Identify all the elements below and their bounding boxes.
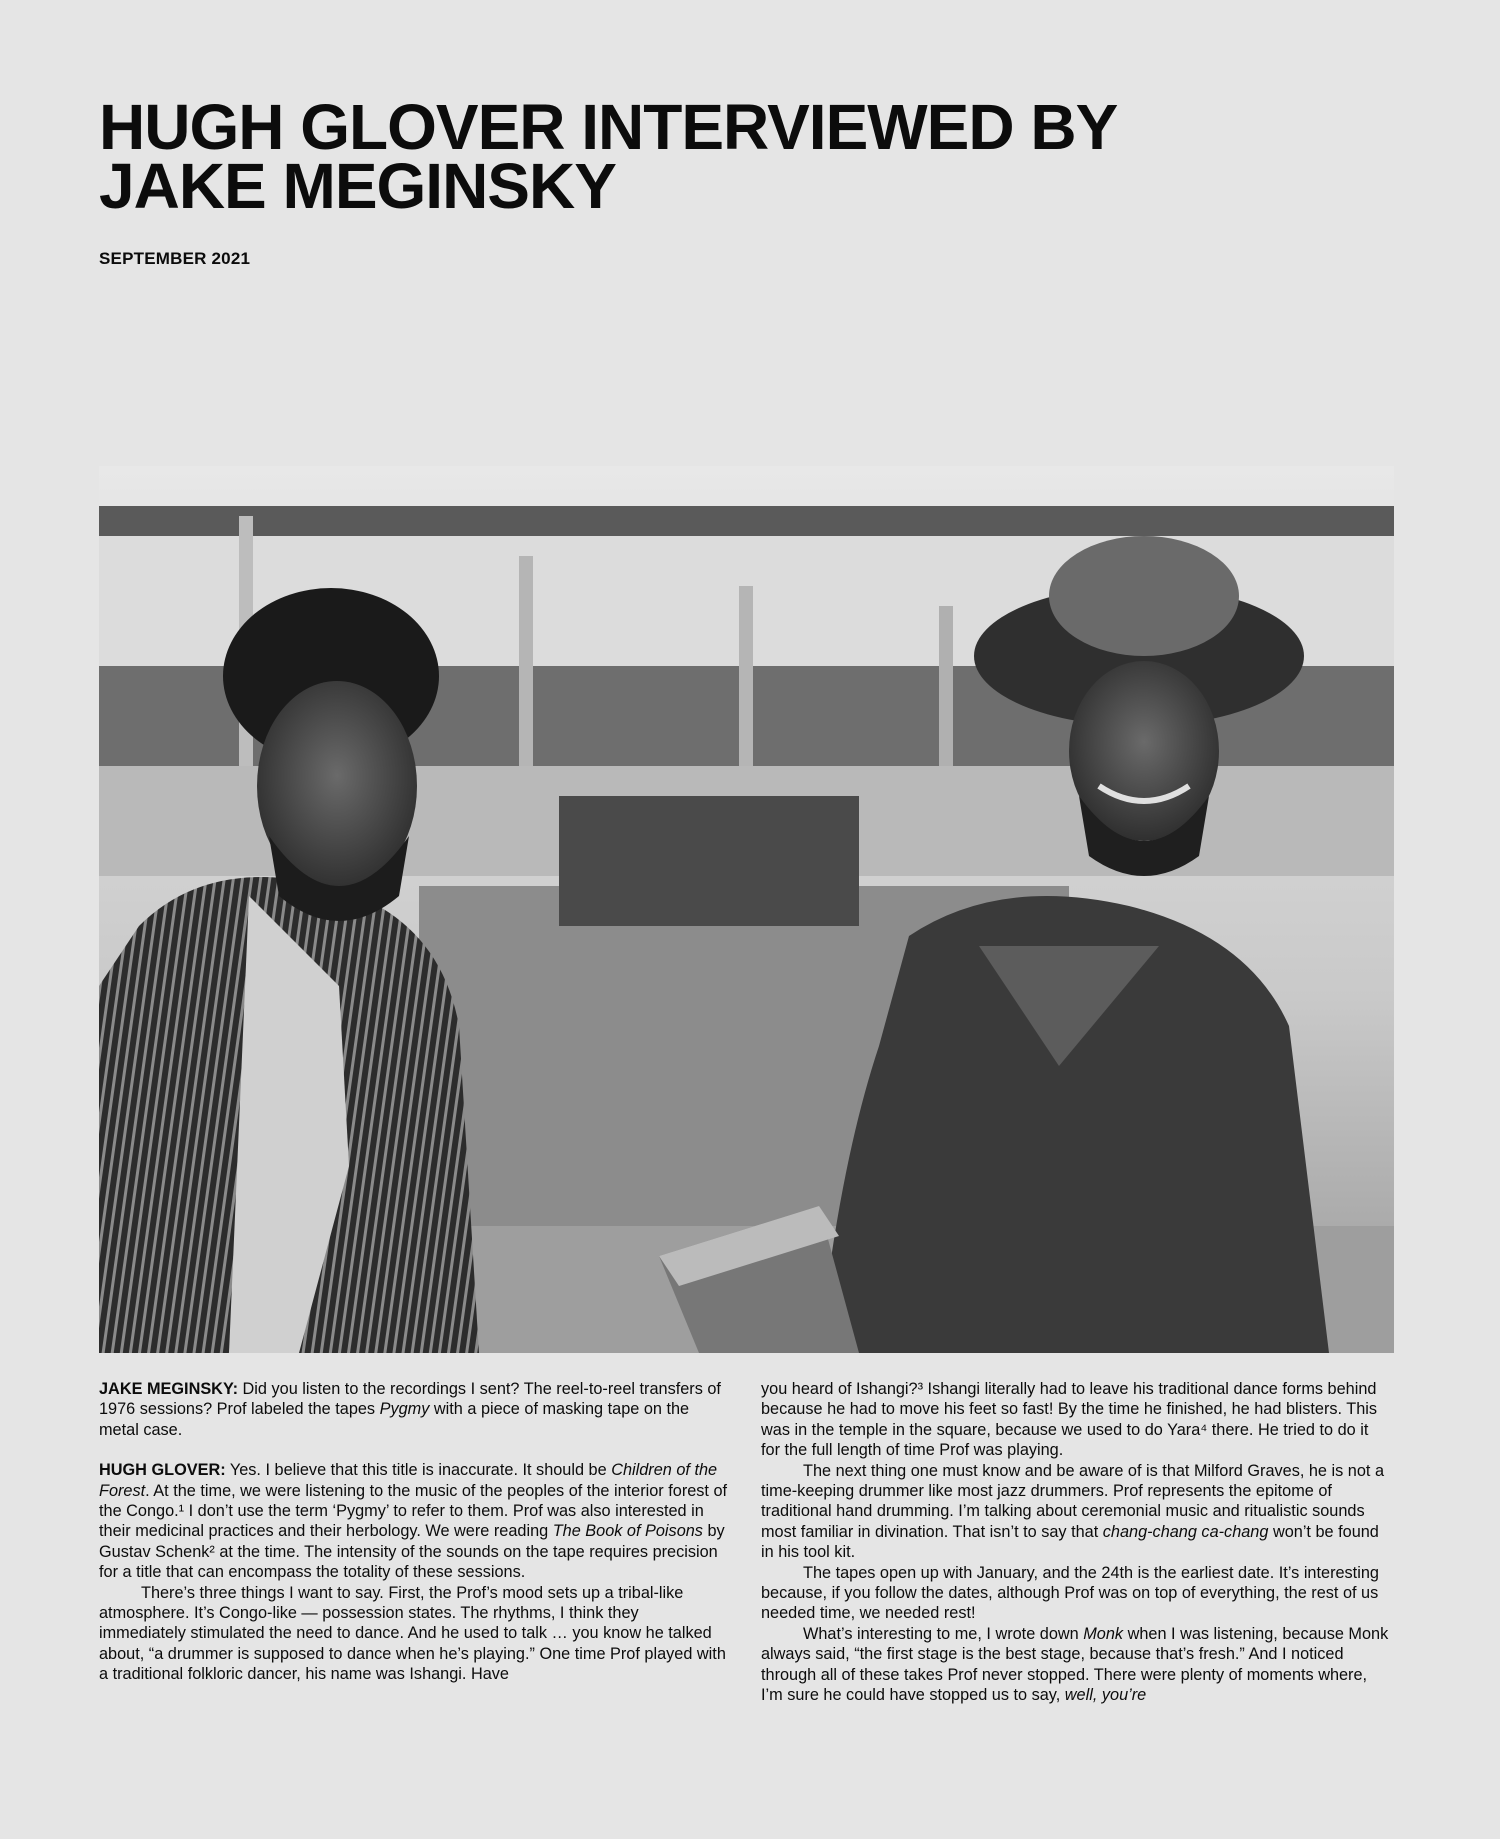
text-run: by Gustav Schenk² at the time. The intensity of the sounds on the tape requires precision for a title that can encompass the totality of these sessions. — [99, 1522, 725, 1582]
text-run: Did you listen to the recordings I sent? The reel-to-reel transfers of 1976 sessions? Prof labeled the tapes — [99, 1380, 721, 1419]
title-line-2: JAKE MEGINSKY — [99, 150, 616, 222]
text-run: Yes. I believe that this title is inaccurate. It should be — [225, 1461, 612, 1480]
text-run: with a piece of masking tape on the metal case. — [99, 1400, 690, 1439]
paragraph — [761, 1461, 1391, 1563]
speaker-name: HUGH GLOVER: — [99, 1461, 226, 1480]
italic-text: Monk — [1083, 1624, 1124, 1643]
paragraph — [99, 1583, 729, 1685]
publication-date: SEPTEMBER 2021 — [99, 249, 251, 268]
text-run: when I was listening, because Monk always said, “the first stage is the best stage, because that’s fresh.” And I noticed through all of these takes Prof never stopped. There were plenty of moments where, I’m sure he could have stopped us to say, — [761, 1624, 1389, 1705]
article-column-left — [99, 1379, 729, 1685]
paragraph — [761, 1624, 1391, 1706]
article-title — [99, 91, 1399, 222]
paragraph — [761, 1563, 1391, 1624]
italic-text: chang-chang ca-chang — [1102, 1522, 1269, 1541]
text-run: The next thing one must know and be aware of is that Milford Graves, he is not a time-keeping drummer like most jazz drummers. Prof represents the epitome of traditional hand drumming. I’m talking about ceremonial music and ritualistic sounds most familiar in divination. That isn’t to say that — [761, 1461, 1385, 1541]
text-run: . At the time, we were listening to the music of the peoples of the interior forest of the Congo.¹ I don’t use the term ‘Pygmy’ to refer to them. Prof was also interested in their medicinal practices and their herbology. We were reading — [99, 1481, 728, 1541]
italic-text: well, you’re — [1064, 1686, 1147, 1705]
text-run: What’s interesting to me, I wrote down — [803, 1624, 1084, 1643]
text-run: you heard of Ishangi?³ Ishangi literally had to leave his traditional dance forms behind because he had to move his feet so fast! By the time he finished, he had blisters. This was in the temple in the square, because we used to do Yara⁴ there. He tried to do it for the full length of time Prof was playing. — [761, 1380, 1378, 1460]
italic-text: Children of the Forest — [99, 1461, 718, 1500]
article-column-right — [761, 1379, 1391, 1706]
speaker-name: JAKE MEGINSKY: — [99, 1380, 239, 1398]
italic-text: The Book of Poisons — [552, 1522, 703, 1541]
photograph-glover-and-graves — [99, 466, 1394, 1353]
text-run: won’t be found in his tool kit. — [761, 1522, 1379, 1562]
text-run: The tapes open up with January, and the 24th is the earliest date. It’s interesting because, if you follow the dates, although Prof was on top of everything, the rest of us needed time, we needed rest! — [761, 1563, 1379, 1623]
photograph-illustration — [99, 466, 1394, 1353]
paragraph — [99, 1379, 729, 1440]
paragraph — [99, 1460, 729, 1582]
paragraph — [761, 1379, 1391, 1461]
title-line-1: HUGH GLOVER INTERVIEWED BY — [99, 91, 1118, 163]
text-run: There’s three things I want to say. First, the Prof’s mood sets up a tribal-like atmosphere. It’s Congo-like — possession states. The rhythms, I think they immediately stimulated the need to dance. And he used to talk … you know he talked about, “a drummer is supposed to dance when he’s playing.” One time Prof played with a traditional folkloric dancer, his name was Ishangi. Have — [99, 1583, 726, 1684]
italic-text: Pygmy — [379, 1400, 430, 1419]
